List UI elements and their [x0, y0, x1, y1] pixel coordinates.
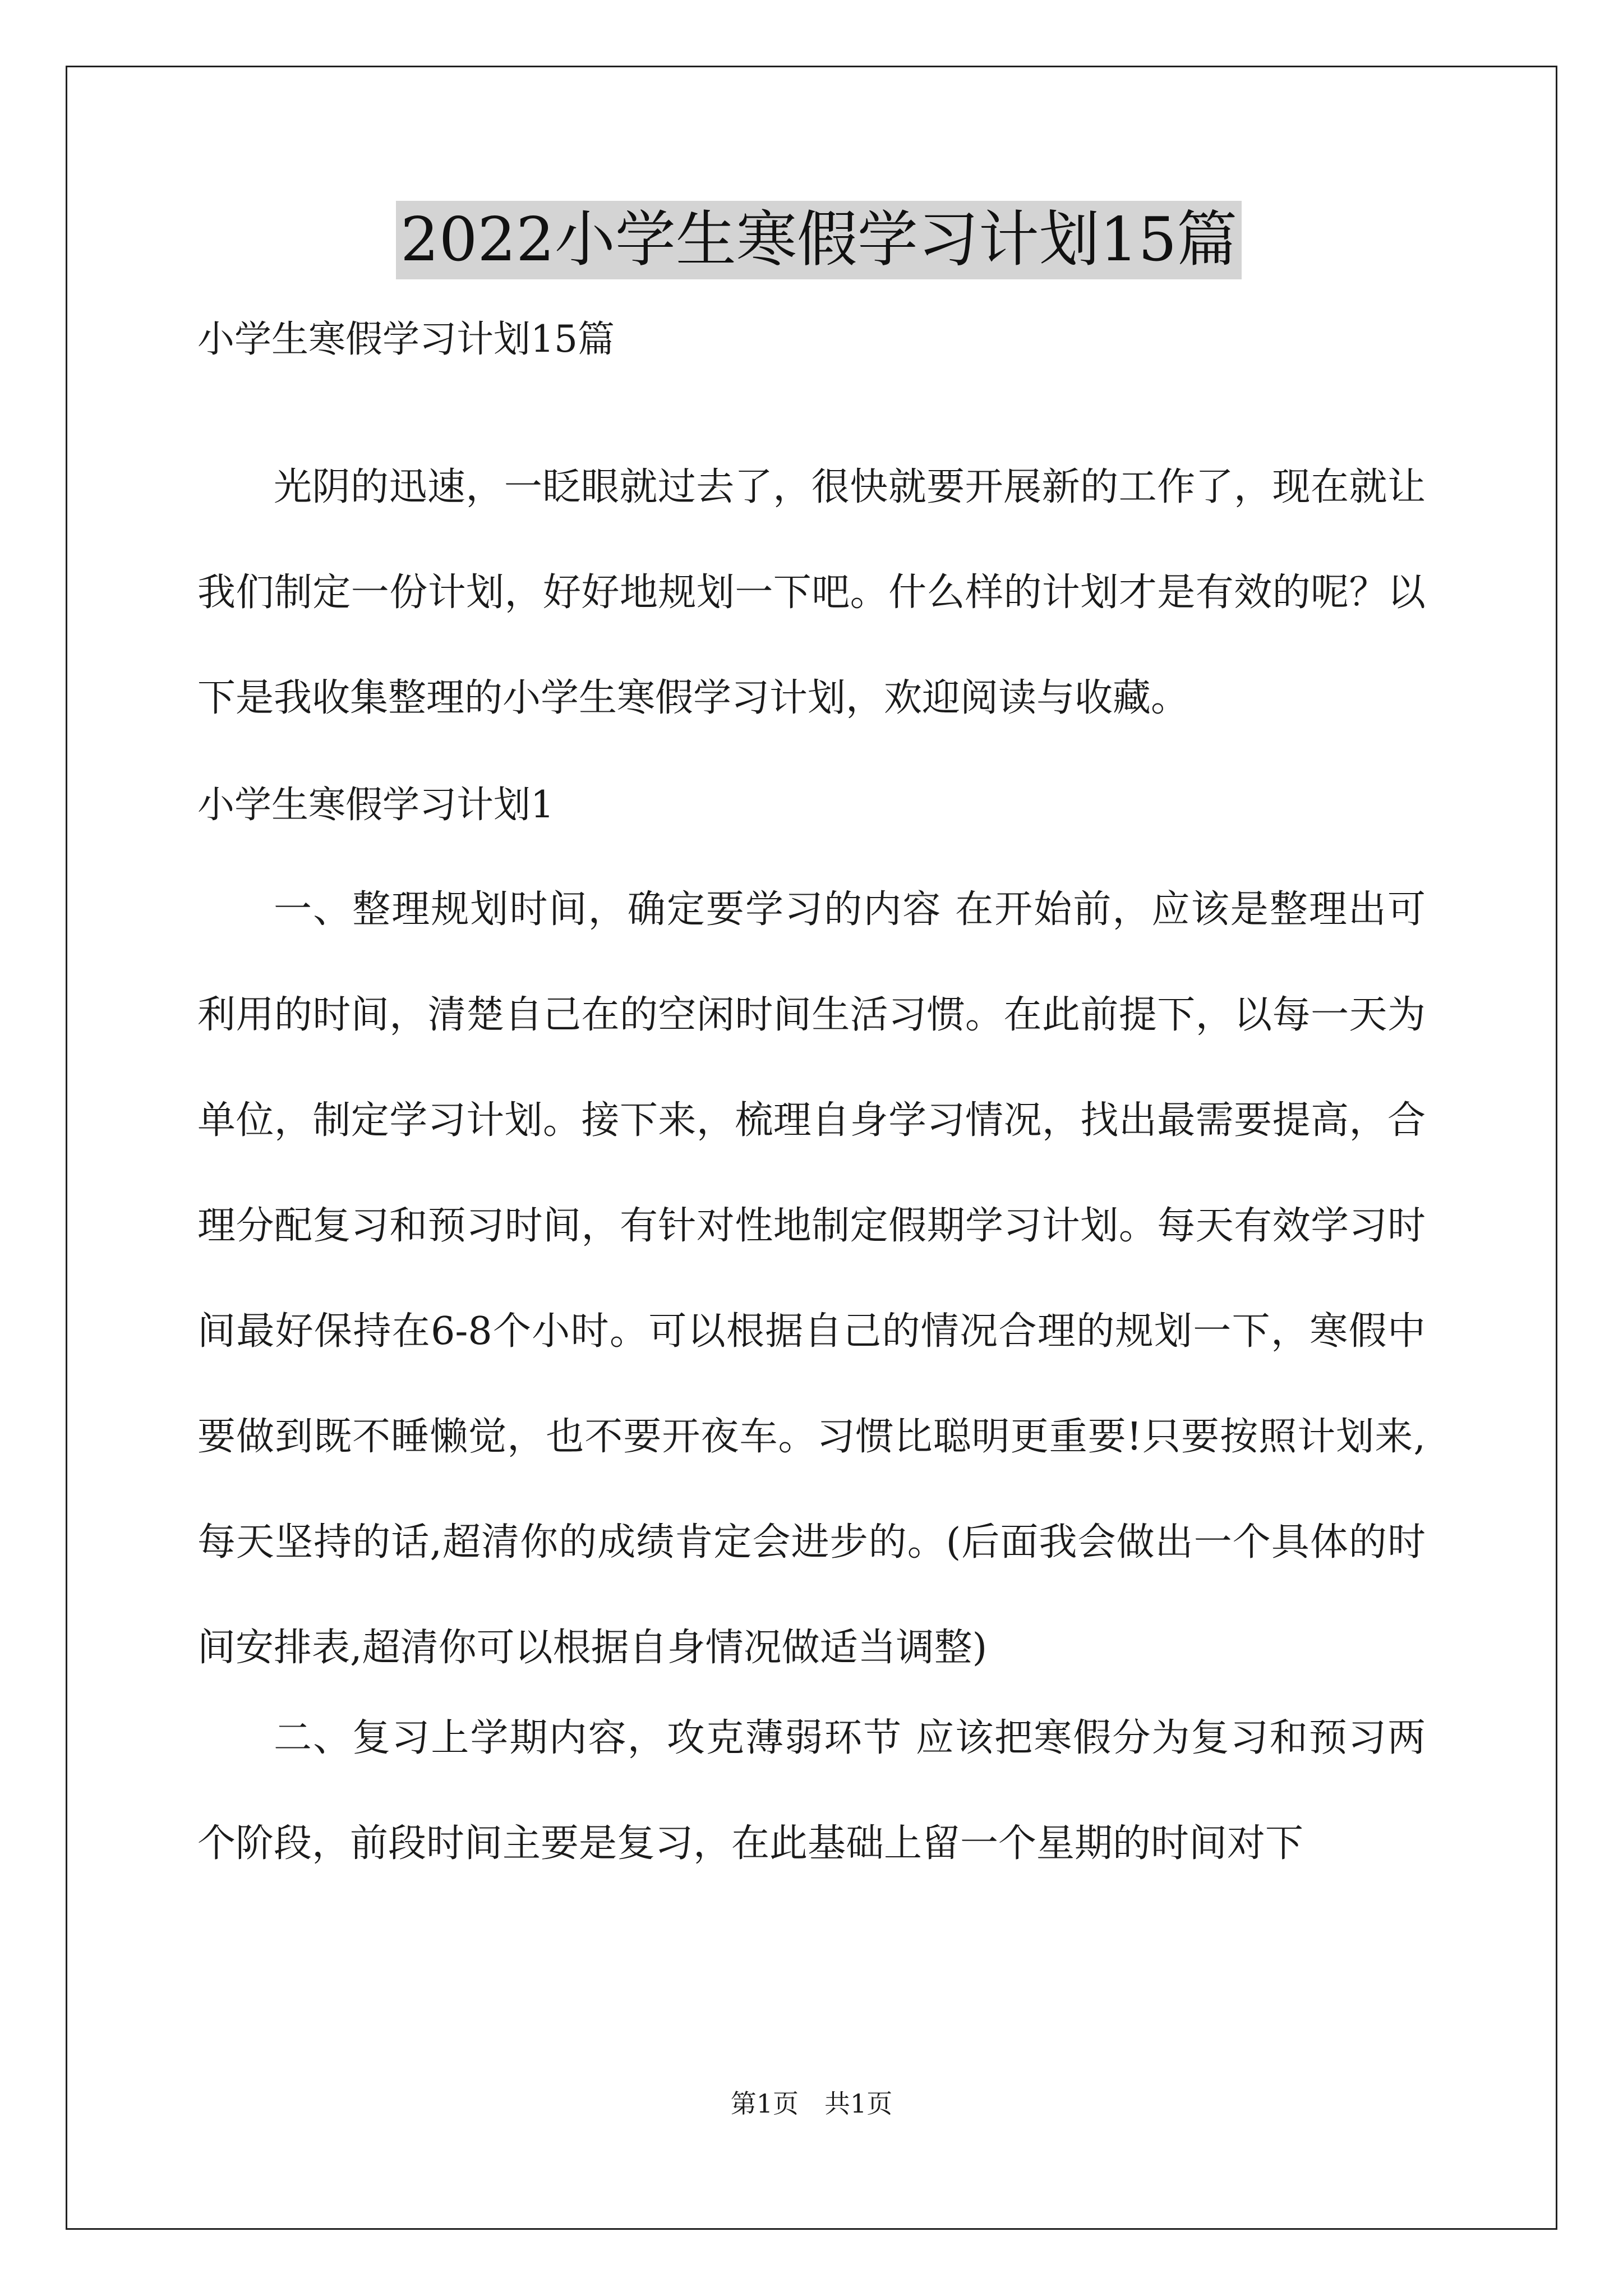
section-heading: 小学生寒假学习计划1 — [197, 783, 554, 826]
document-subtitle: 小学生寒假学习计划15篇 — [197, 318, 615, 361]
document-title: 2022小学生寒假学习计划15篇 — [396, 201, 1242, 279]
page-number-footer: 第1页 共1页 — [730, 2088, 893, 2119]
body-paragraph-one: 一、整理规划时间，确定要学习的内容 在开始前，应该是整理出可利用的时间，清楚自己在的空闲时间生活习惯。在此前提下，以每一天为单位，制定学习计划。接下来，梳理自身学习情况，找出最需要提高，合理分配复习和预习时间，有针对性地制定假期学习计划。每天有效学习时间最好保持在6-8个小时。可以根据自己的情况合理的规划一下，寒假中要做到既不睡懒觉，也不要开夜车。习惯比聪明更重要!只要按照计划来,每天坚持的话,超清你的成绩肯定会进步的。(后面我会做出一个具体的时间安排表,超清你可以根据自身情况做适当调整) — [197, 887, 1426, 1670]
body-paragraph-two: 二、复习上学期内容，攻克薄弱环节 应该把寒假分为复习和预习两个阶段，前段时间主要是复习，在此基础上留一个星期的时间对下 — [197, 1716, 1426, 1866]
intro-paragraph: 光阴的迅速，一眨眼就过去了，很快就要开展新的工作了，现在就让我们制定一份计划，好好地规划一下吧。什么样的计划才是有效的呢？以下是我收集整理的小学生寒假学习计划，欢迎阅读与收藏。 — [197, 465, 1426, 720]
